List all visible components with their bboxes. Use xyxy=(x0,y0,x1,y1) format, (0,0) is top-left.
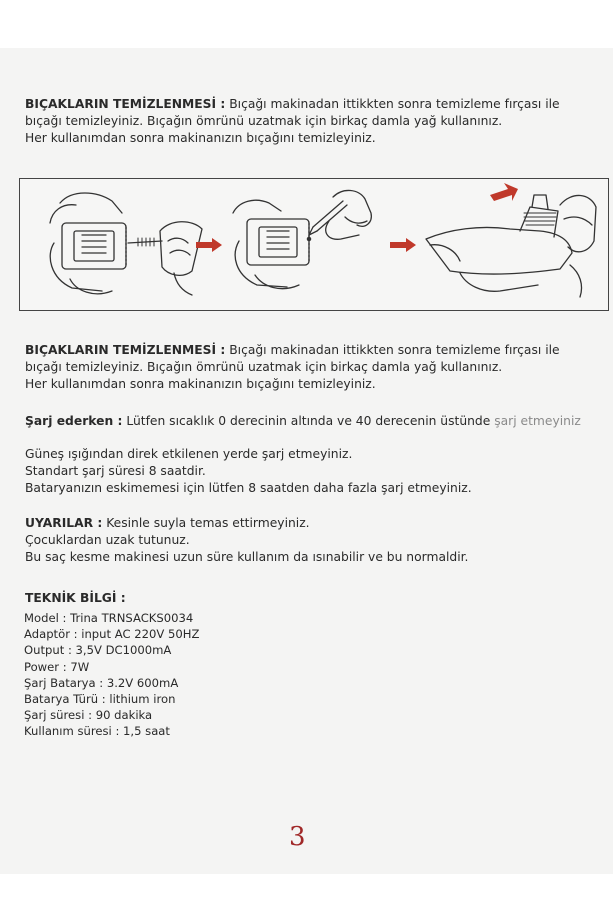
arrow-right-icon xyxy=(388,237,418,253)
page-number: 3 xyxy=(289,822,306,852)
insert-arrow-icon xyxy=(490,183,518,201)
arrow-right-icon xyxy=(194,237,224,253)
spec-item: Power : 7W xyxy=(24,659,90,674)
cleaning-section-bottom: BIÇAKLARIN TEMİZLENMESİ : Bıçağı makinadan ittikkten sonra temizleme fırçası ile bıçağı temizleyiniz. Bıçağın ömrünü uzatmak için birkaç damla yağ kullanınız. Her kullanımdan sonra makinanızın bıçağını temizleyiniz. xyxy=(25,343,560,391)
spec-item: Model : Trina TRNSACKS0034 xyxy=(24,611,194,625)
warnings-section: UYARILAR : Kesinle suyla temas ettirmeyiniz. Çocuklardan uzak tutunuz. Bu saç kesme makinesi uzun süre kullanım da ısınabilir ve bu normaldir. xyxy=(25,516,469,564)
spec-item: Output : 3,5V DC1000mA xyxy=(24,643,172,658)
charging-label: Şarj ederken : xyxy=(25,414,123,428)
tech-heading: TEKNİK BİLGİ : xyxy=(25,591,126,605)
section-heading: BIÇAKLARIN TEMİZLENMESİ : xyxy=(25,97,226,111)
cleaning-section-top: BIÇAKLARIN TEMİZLENMESİ : Bıçağı makinadan ittikkten sonra temizleme fırçası ile bıçağı temizleyiniz. Bıçağın ömrünü uzatmak için birkaç damla yağ kullanınız. Her kullanımdan sonra makinanızın bıçağını temizleyiniz. xyxy=(25,97,560,145)
warnings-label: UYARILAR : xyxy=(25,516,103,530)
spec-item: Kullanım süresi : 1,5 saat xyxy=(24,724,170,739)
section-heading: BIÇAKLARIN TEMİZLENMESİ : xyxy=(25,343,226,357)
spec-item: Şarj Batarya : 3.2V 600mA xyxy=(24,675,179,690)
tech-spec-list xyxy=(24,610,199,740)
spec-item: Adaptör : input AC 220V 50HZ xyxy=(24,627,200,642)
brush-cleaning-illustration xyxy=(42,183,212,308)
charging-section: Şarj ederken : Lütfen sıcaklık 0 derecinin altında ve 40 derecenin üstünde şarj etmeyiniz xyxy=(25,414,581,428)
oil-drops-illustration xyxy=(225,183,385,308)
charging-notes: Güneş ışığından direk etkilenen yerde şarj etmeyiniz. Standart şarj süresi 8 saatdir. Bataryanızın eskimemesi için lütfen 8 saatden daha fazla şarj etmeyiniz. xyxy=(25,447,472,495)
spec-item: Batarya Türü : lithium iron xyxy=(24,692,176,707)
reinsert-blade-illustration xyxy=(420,181,600,306)
cleaning-illustration xyxy=(19,178,609,311)
spec-item: Şarj süresi : 90 dakika xyxy=(24,708,153,723)
